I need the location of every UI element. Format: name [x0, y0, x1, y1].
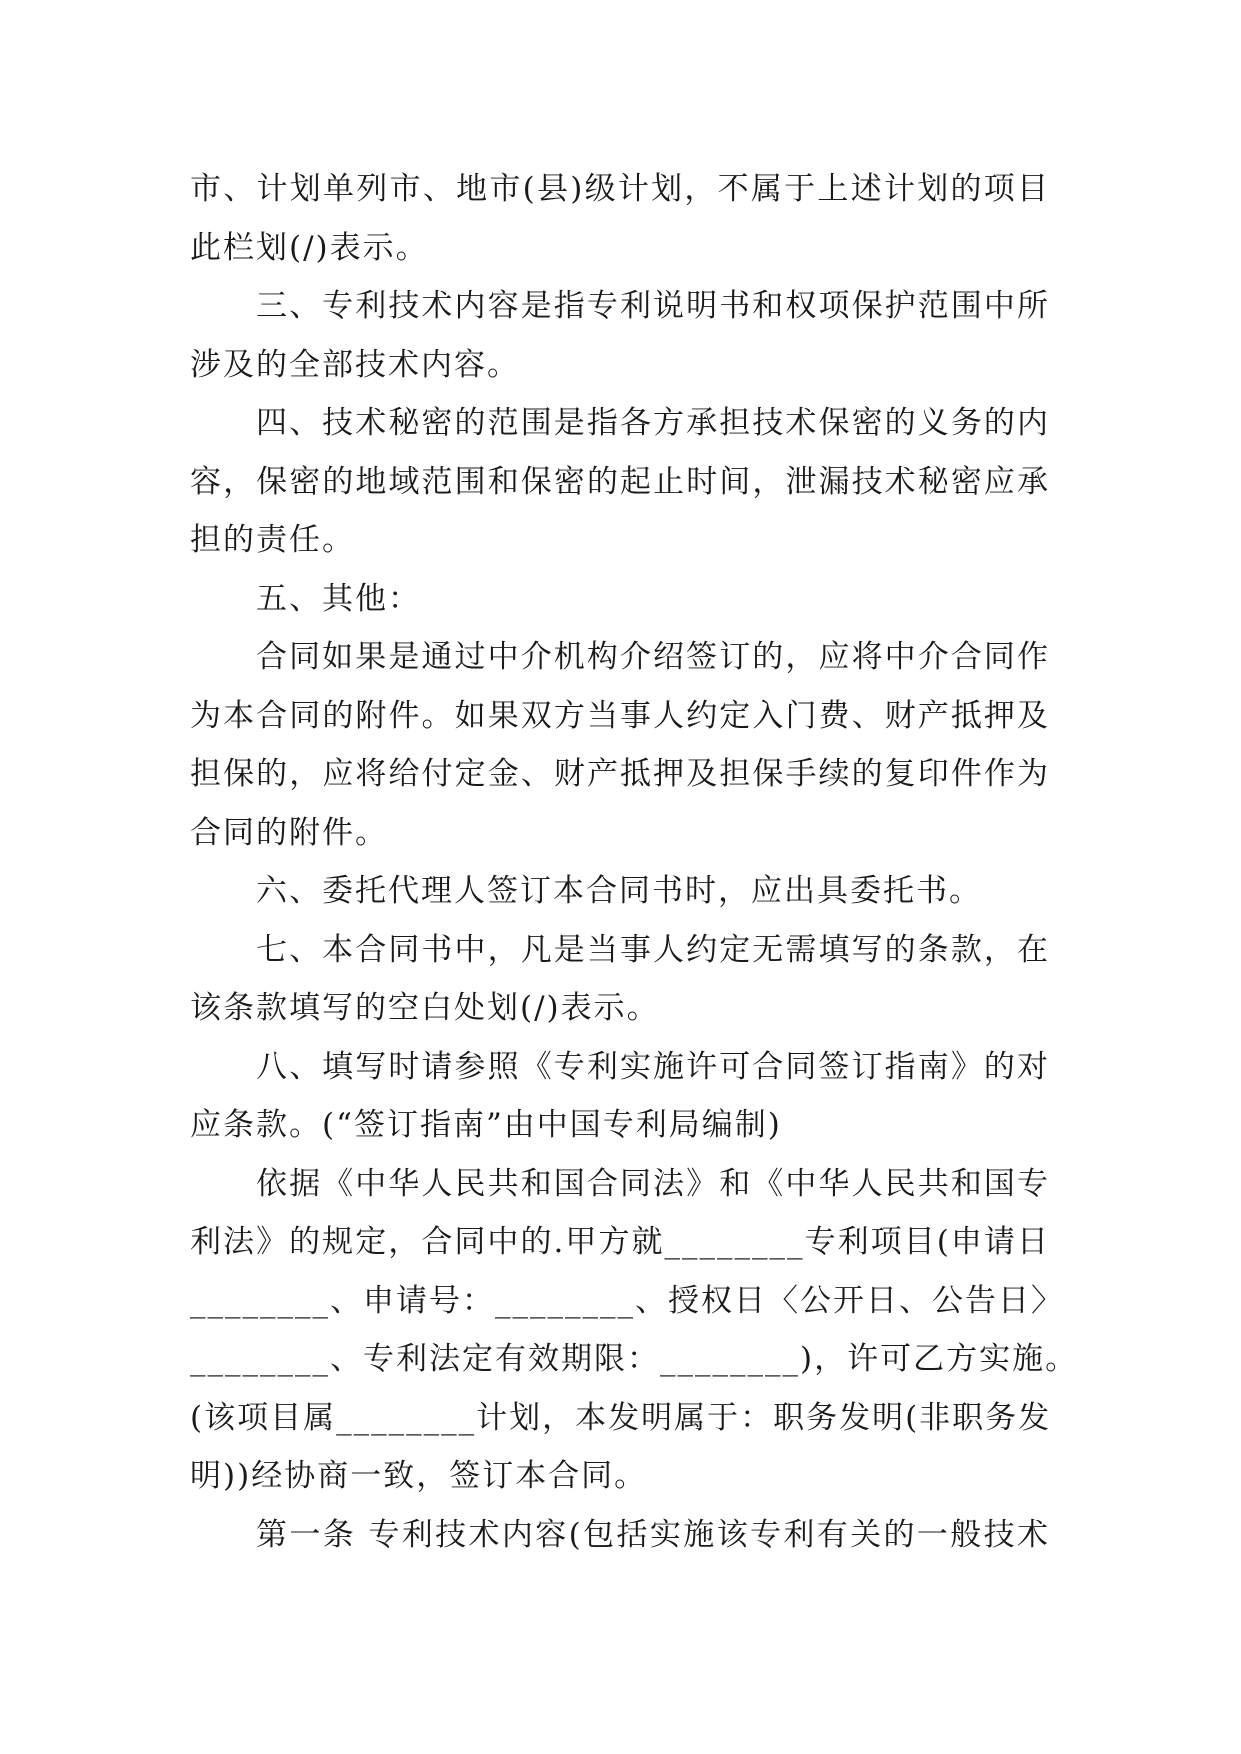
text-line: 依据《中华人民共和国合同法》和《中华人民共和国专 [256, 1165, 1050, 1202]
text-line: 担的责任。 [190, 522, 355, 558]
text-line: 合同的附件。 [190, 814, 388, 851]
text-line: 五、其他： [256, 580, 421, 617]
text-line: (该项目属________计划，本发明属于：职务发明(非职务发 [190, 1399, 1052, 1436]
text-line: 涉及的全部技术内容。 [190, 346, 520, 383]
text-line: ________、专利法定有效期限：________)，许可乙方实施。 [190, 1341, 1079, 1377]
document-body [190, 160, 1079, 1564]
text-line: 七、本合同书中，凡是当事人约定无需填写的条款，在 [256, 931, 1050, 968]
text-line: 第一条 专利技术内容(包括实施该专利有关的一般技术 [256, 1516, 1050, 1553]
text-line: 担保的，应将给付定金、财产抵押及担保手续的复印件作为 [190, 756, 1050, 792]
text-line: 容，保密的地域范围和保密的起止时间，泄漏技术秘密应承 [190, 463, 1050, 500]
text-line: 合同如果是通过中介机构介绍签订的，应将中介合同作 [256, 639, 1050, 675]
text-line: 利法》的规定，合同中的.甲方就________专利项目(申请日 [190, 1224, 1050, 1260]
text-line: 此栏划(/)表示。 [190, 229, 429, 266]
text-line: 应条款。(“签订指南”由中国专利局编制) [190, 1107, 782, 1143]
text-line: 市、计划单列市、地市(县)级计划，不属于上述计划的项目 [190, 171, 1050, 207]
text-line: 八、填写时请参照《专利实施许可合同签订指南》的对 [256, 1048, 1050, 1085]
text-line: 该条款填写的空白处划(/)表示。 [190, 990, 660, 1026]
text-line: ________、申请号：________、授权日〈公开日、公告日〉 [190, 1282, 1064, 1319]
text-line: 六、委托代理人签订本合同书时，应出具委托书。 [256, 873, 982, 909]
text-line: 四、技术秘密的范围是指各方承担技术保密的义务的内 [256, 405, 1050, 441]
text-line: 为本合同的附件。如果双方当事人约定入门费、财产抵押及 [190, 697, 1050, 734]
text-line: 三、专利技术内容是指专利说明书和权项保护范围中所 [256, 288, 1050, 324]
text-line: 明))经协商一致，签订本合同。 [190, 1458, 648, 1494]
